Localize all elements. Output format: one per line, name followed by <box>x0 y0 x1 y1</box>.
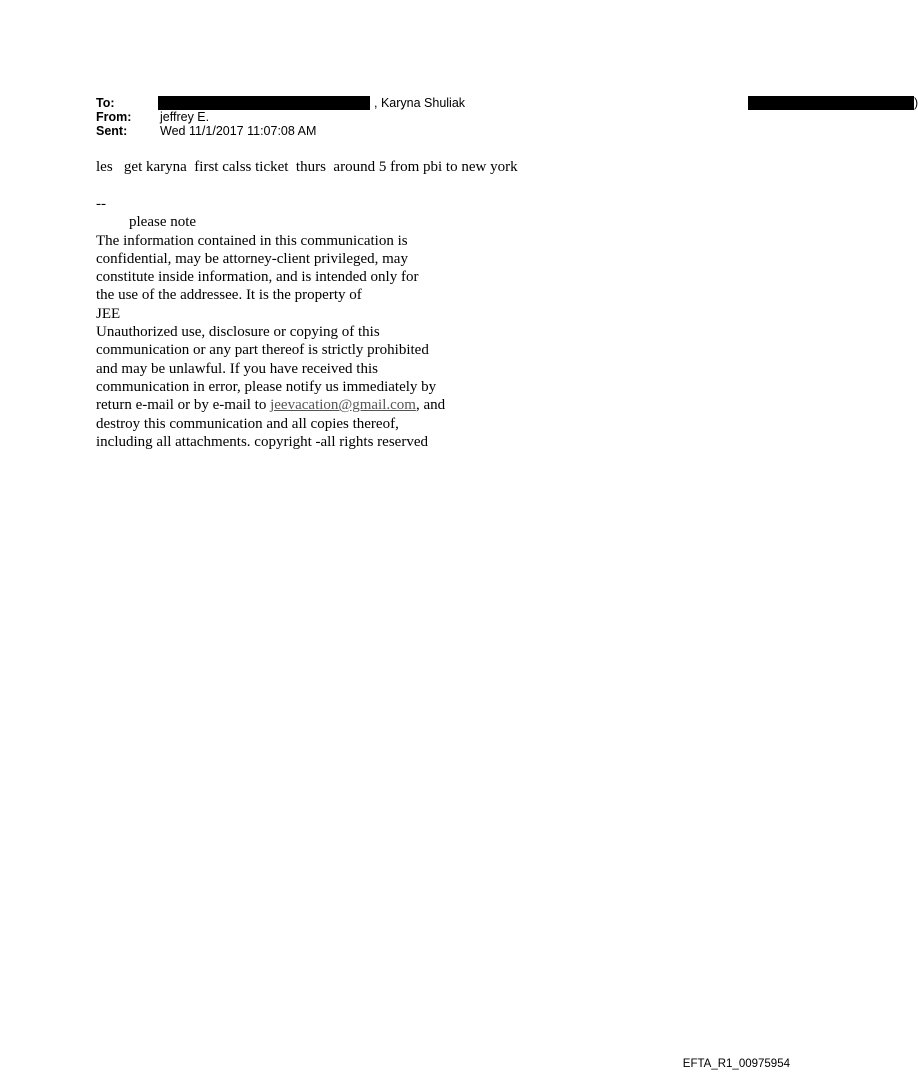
email-suffix: , and <box>415 397 446 414</box>
disclaimer-line: Unauthorized use, disclosure or copying of this <box>96 324 380 341</box>
to-recipient <box>374 96 918 110</box>
sent-label: Sent: <box>96 124 128 138</box>
to-trailing: ) <box>914 96 918 110</box>
from-value: jeffrey E. <box>160 110 210 124</box>
disclaimer-line: and may be unlawful. If you have received this <box>96 360 378 377</box>
disclaimer-line: the use of the addressee. It is the property of <box>96 287 362 304</box>
redaction-bar <box>158 96 370 110</box>
signature-note: please note <box>129 214 197 231</box>
email-prefix: return e-mail or by e-mail to <box>96 397 271 414</box>
signature-block <box>96 195 445 451</box>
to-recipient-name: , Karyna Shuliak <box>374 96 466 110</box>
document-id: EFTA_R1_00975954 <box>682 1058 790 1070</box>
disclaimer-line: destroy this communication and all copies thereof, <box>96 415 399 432</box>
disclaimer-line: The information contained in this communication is <box>96 232 408 249</box>
message-body: les get karyna first calss ticket thurs around 5 from pbi to new york <box>96 159 518 175</box>
to-label: To: <box>96 96 115 110</box>
disclaimer-line: confidential, may be attorney-client privileged, may <box>96 250 408 267</box>
sent-value: Wed 11/1/2017 11:07:08 AM <box>160 124 317 138</box>
redaction-bar <box>748 96 914 110</box>
from-label: From: <box>96 110 132 124</box>
disclaimer-email-line <box>96 396 445 414</box>
disclaimer-line: constitute inside information, and is intended only for <box>96 269 419 286</box>
email-header <box>96 96 918 138</box>
disclaimer-line: communication or any part thereof is strictly prohibited <box>96 342 429 359</box>
from-row <box>96 110 210 124</box>
disclaimer-line: including all attachments. copyright -all rights reserved <box>96 433 428 450</box>
signature-separator: -- <box>96 196 106 212</box>
sent-row <box>96 124 317 138</box>
disclaimer-line: communication in error, please notify us immediately by <box>96 378 437 395</box>
disclaimer-line: JEE <box>96 305 121 322</box>
email-link[interactable]: jeevacation@gmail.com <box>270 397 416 414</box>
to-row <box>96 96 918 110</box>
